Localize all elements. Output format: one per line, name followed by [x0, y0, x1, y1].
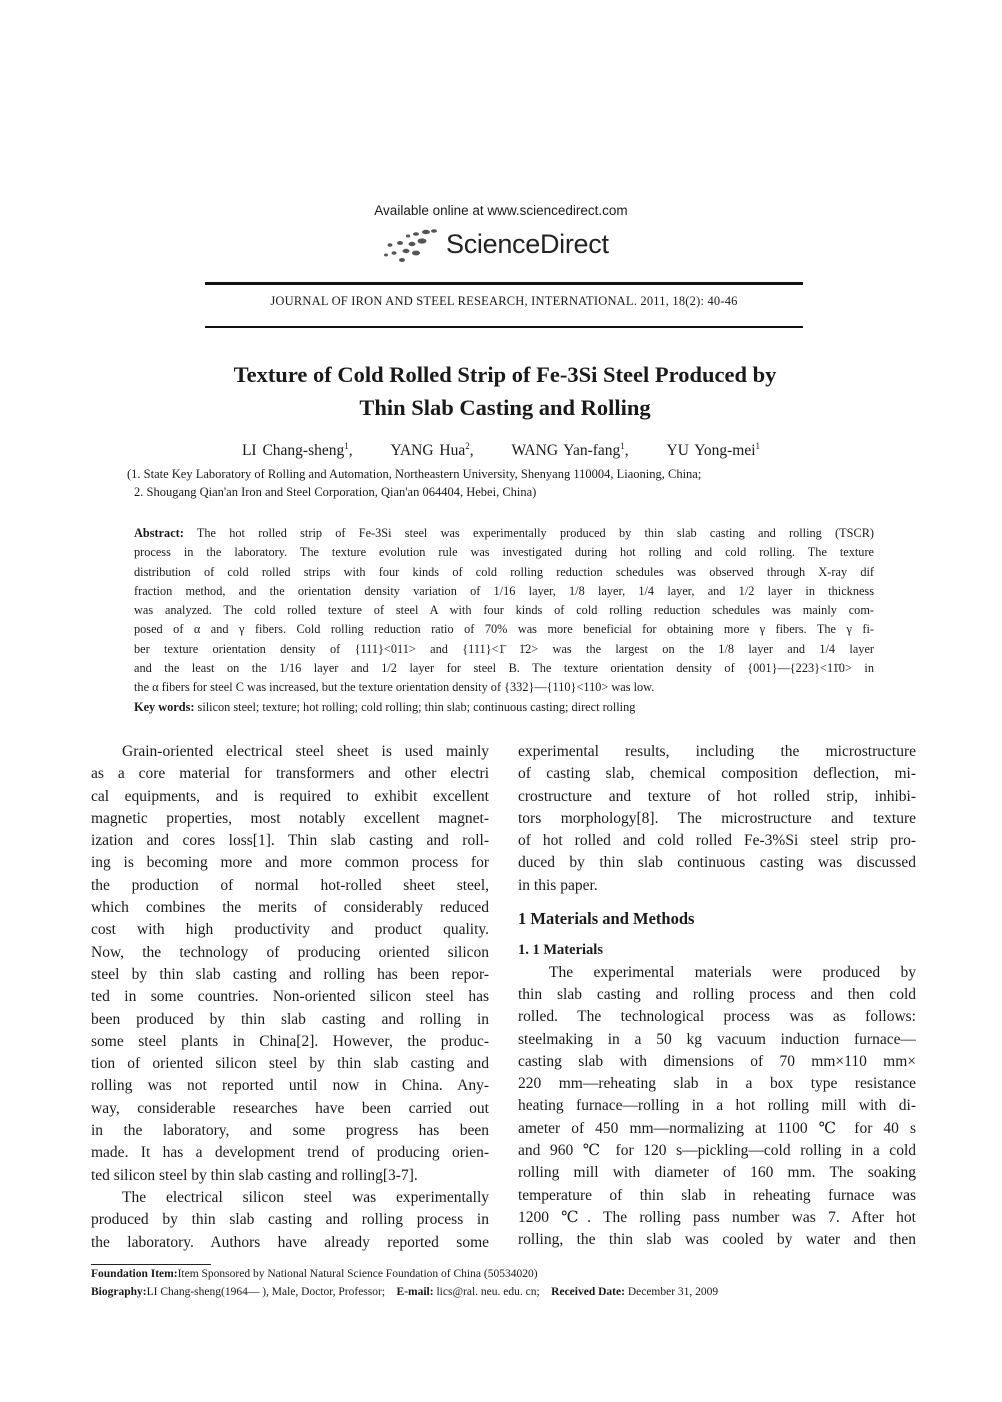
section-heading: 1 Materials and Methods: [518, 909, 695, 929]
body-line: 1200 ℃. The rolling pass number was 7. After hot: [518, 1208, 916, 1226]
keywords: silicon steel; texture; hot rolling; cold rolling; thin slab; continuous casting; direct rolling: [197, 699, 636, 714]
author: LI Chang-sheng$^1$,: [241, 441, 353, 459]
body-line: in this paper.: [518, 876, 598, 894]
abstract-label: Abstract:: [134, 526, 184, 540]
body-line: cal equipments, and is required to exhibit excellent: [91, 787, 489, 805]
body-line: the production of normal hot-rolled sheet steel,: [91, 876, 489, 894]
email-address: lics@ral. neu. edu. cn;: [436, 1286, 540, 1298]
abstract-line: Abstract: The hot rolled strip of Fe-3Si steel was experimentally produced by thin slab casting and rolling (TSCR): [134, 526, 874, 540]
abstract-line: was analyzed. The cold rolled texture of steel A with four kinds of cold rolling reduction schedules was mainly com-: [134, 603, 874, 618]
footnote-biography: Biography:LI Chang-sheng(1964— ), Male, Doctor, Professor; E-mail: lics@ral. neu. edu. cn; Received Date: December 31, 2009: [91, 1286, 719, 1298]
body-line: some steel plants in China[2]. However, the produc-: [91, 1032, 489, 1050]
body-line: as a core material for transformers and other electri: [91, 765, 489, 783]
body-line: heating furnace—rolling in a hot rolling mill with di-: [518, 1097, 916, 1115]
subsection-heading: 1. 1 Materials: [518, 942, 603, 959]
header-rule-bottom: [205, 326, 803, 328]
body-line: ted in some countries. Non-oriented silicon steel has: [91, 988, 489, 1006]
body-line: ing is becoming more and more common process for: [91, 854, 489, 872]
body-line: ization and cores loss[1]. Thin slab casting and roll-: [91, 832, 489, 850]
body-line: steelmaking in a 50 kg vacuum induction furnace—: [518, 1030, 916, 1048]
keywords-line: [134, 698, 874, 717]
body-line: way, considerable researches have been carried out: [91, 1099, 489, 1117]
abstract-line: posed of α and γ fibers. Cold rolling reduction ratio of 70% was more beneficial for obtaining more γ fibers. The γ fi-: [134, 622, 874, 637]
abstract-line: the α fibers for steel C was increased, but the texture orientation density of {332}—{110}<110> was low.: [134, 680, 655, 695]
body-line: in the laboratory, and some progress has been: [91, 1122, 489, 1140]
abstract-line: process in the laboratory. The texture evolution rule was investigated during hot rolling and cold rolling. The texture: [134, 545, 874, 560]
body-line: which combines the merits of considerably reduced: [91, 899, 489, 917]
body-line: Grain-oriented electrical steel sheet is used mainly: [122, 743, 489, 760]
body-column-right: [518, 741, 916, 1252]
body-line: temperature of thin slab in reheating furnace was: [518, 1186, 916, 1204]
body-line: of casting slab, chemical composition deflection, mi-: [518, 765, 916, 783]
body-line: rolling mill with diameter of 160 mm. The soaking: [518, 1164, 916, 1182]
body-line: produced by thin slab casting and rolling process in: [91, 1211, 489, 1229]
body-line: made. It has a development trend of producing orien-: [91, 1144, 489, 1162]
title-line: Thin Slab Casting and Rolling: [359, 395, 651, 420]
body-line: tion of oriented silicon steel by thin slab casting and: [91, 1055, 489, 1073]
header-rule-top: [205, 282, 803, 285]
body-line: experimental results, including the microstructure: [518, 743, 916, 760]
footnote-foundation: Foundation Item:Item Sponsored by National Natural Science Foundation of China (50534020): [91, 1268, 538, 1280]
body-line: crostructure and texture of hot rolled strip, inhibi-: [518, 787, 916, 805]
keywords-label: Key words:: [134, 699, 195, 714]
body-line: magnetic properties, most notably excellent magnet-: [91, 809, 489, 827]
body-line: rolling, the thin slab was cooled by water and then: [518, 1231, 916, 1249]
body-line: casting slab with dimensions of 70 mm×110 mm×: [518, 1052, 916, 1070]
affiliation: (1. State Key Laboratory of Rolling and Automation, Northeastern University, Shenyang 110004, Liaoning, China;: [127, 467, 702, 481]
body-line: the laboratory. Authors have already reported some: [91, 1233, 489, 1251]
journal-citation: JOURNAL OF IRON AND STEEL RESEARCH, INTERNATIONAL. 2011, 18(2): 40-46: [270, 294, 738, 308]
footnote-rule: [91, 1264, 211, 1265]
sciencedirect-dots-icon: [380, 227, 440, 265]
email-label: E-mail:: [396, 1286, 434, 1298]
body-line: ted silicon steel by thin slab casting and rolling[3-7].: [91, 1166, 418, 1184]
sciencedirect-wordmark: ScienceDirect: [446, 229, 609, 259]
paper-title: [120, 358, 890, 424]
abstract-line: and the least on the 1/16 layer and 1/2 layer for steel B. The texture orientation density of {001}—{223}<11̄0> in: [134, 661, 874, 676]
body-line: ameter of 450 mm—normalizing at 1100 ℃ for 40 s: [518, 1119, 916, 1137]
abstract-line: fraction method, and the orientation density variation of 1/16 layer, 1/8 layer, 1/4 layer, and 1/2 layer in thickness: [134, 583, 874, 598]
body-line: of hot rolled and cold rolled Fe-3%Si steel strip pro-: [518, 832, 916, 850]
body-line: and 960 ℃ for 120 s—pickling—cold rolling in a cold: [518, 1142, 916, 1160]
body-line: The experimental materials were produced by: [549, 963, 916, 981]
abstract: [134, 524, 874, 717]
affiliation: 2. Shougang Qian'an Iron and Steel Corporation, Qian'an 064404, Hebei, China): [134, 485, 537, 499]
title-line: Texture of Cold Rolled Strip of Fe-3Si Steel Produced by: [233, 362, 777, 387]
body-line: steel by thin slab casting and rolling has been repor-: [91, 965, 489, 983]
body-line: Now, the technology of producing oriented silicon: [91, 943, 489, 961]
body-line: The electrical silicon steel was experimentally: [122, 1188, 489, 1206]
author: YANG Hua$^2$,: [390, 441, 474, 459]
body-line: rolled. The technological process was as follows:: [518, 1008, 916, 1026]
body-line: cost with high productivity and product quality.: [91, 921, 489, 939]
abstract-line: distribution of cold rolled strips with four kinds of cold rolling reduction schedules was observed through X-ray dif: [134, 564, 874, 579]
body-line: tors morphology[8]. The microstructure and texture: [518, 809, 916, 827]
body-line: thin slab casting and rolling process and then cold: [518, 985, 916, 1003]
received-date-label: Received Date:: [551, 1286, 625, 1298]
body-line: rolling was not reported until now in China. Any-: [91, 1077, 489, 1095]
biography-label: Biography:: [91, 1286, 147, 1298]
body-line: 220 mm—reheating slab in a box type resistance: [518, 1075, 916, 1093]
author-list: [0, 442, 1002, 460]
body-line: been produced by thin slab casting and rolling in: [91, 1010, 489, 1028]
received-date: December 31, 2009: [627, 1286, 719, 1298]
body-line: duced by thin slab continuous casting was discussed: [518, 854, 916, 872]
available-online-text: Available online at www.sciencedirect.com: [374, 203, 628, 218]
body-column-left: [91, 741, 489, 1254]
author: YU Yong-mei$^1$: [666, 441, 761, 459]
author: WANG Yan-fang$^1$,: [511, 441, 629, 459]
abstract-line: ber texture orientation density of {111}<011> and {111}<1̄ 1̄2> was the largest on the 1/8 layer and 1/4 layer: [134, 641, 874, 656]
foundation-label: Foundation Item:: [91, 1268, 178, 1280]
